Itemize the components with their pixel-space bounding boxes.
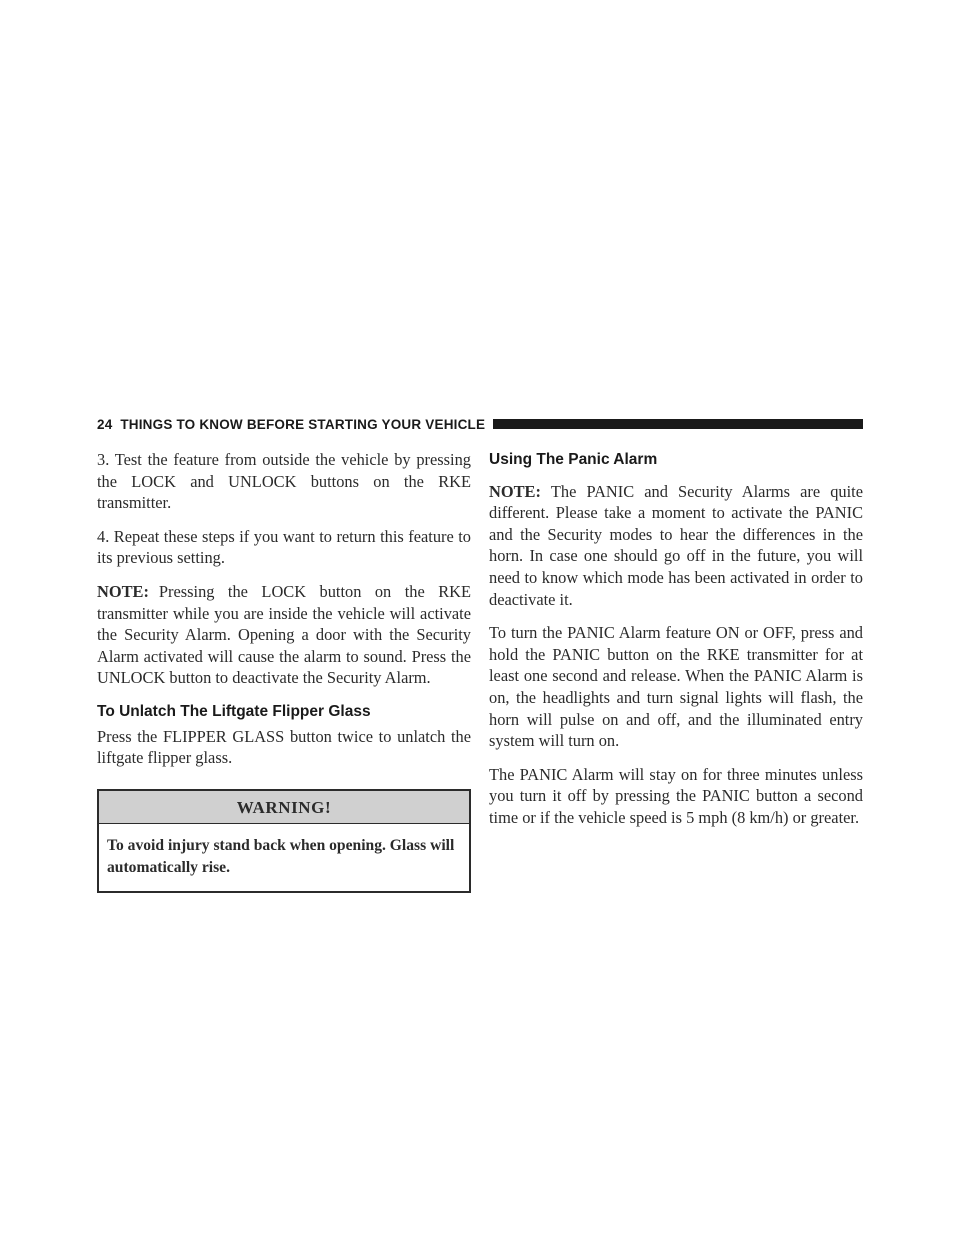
page-number: 24 — [97, 416, 113, 432]
section-heading-flipper-glass: To Unlatch The Liftgate Flipper Glass — [97, 702, 371, 720]
note-paragraph — [97, 581, 471, 689]
warning-text: To avoid injury stand back when opening. Glass will automatically rise. — [107, 837, 455, 876]
note-label: NOTE: — [97, 581, 149, 601]
warning-box — [97, 789, 471, 893]
section-heading-panic-alarm: Using The Panic Alarm — [489, 451, 658, 468]
panic-paragraph-1: To turn the PANIC Alarm feature ON or OFF, press and hold the PANIC button on the RKE transmitter for at least one second and release. When the PANIC Alarm is on, the headlights and turn signal lights will flash, the horn will pulse on and off, and the illuminated entry system will turn on. — [489, 623, 863, 751]
header-rule — [493, 419, 863, 429]
panic-note-text: The PANIC and Security Alarms are quite different. Please take a moment to activate the PANIC and the Security modes to hear the differences in the horn. In case one should go off in the future, you will need to know which mode has been activated in order to deactivate it. — [489, 481, 863, 609]
section-title: THINGS TO KNOW BEFORE STARTING YOUR VEHICLE — [120, 416, 486, 432]
left-column — [97, 449, 471, 893]
panic-note-label: NOTE: — [489, 481, 541, 501]
panic-paragraph-2: The PANIC Alarm will stay on for three minutes unless you turn it off by pressing the PANIC button a second time or if the vehicle speed is 5 mph (8 km/h) or greater. — [489, 764, 863, 827]
note-text: Pressing the LOCK button on the RKE transmitter while you are inside the vehicle will activate the Security Alarm. Opening a door with the Security Alarm activated will cause the alarm to sound. Press the UNLOCK button to deactivate the Security Alarm. — [97, 581, 471, 688]
page-header-text — [97, 417, 493, 432]
warning-title: WARNING! — [99, 791, 469, 825]
right-column — [489, 449, 863, 841]
step-3-paragraph: 3. Test the feature from outside the vehicle by pressing the LOCK and UNLOCK buttons on the RKE transmitter. — [97, 450, 471, 513]
panic-note-paragraph — [489, 481, 863, 611]
step-4-paragraph: 4. Repeat these steps if you want to return this feature to its previous setting. — [97, 526, 471, 568]
flipper-glass-paragraph: Press the FLIPPER GLASS button twice to unlatch the liftgate flipper glass. — [97, 726, 471, 768]
page-header — [97, 414, 863, 434]
